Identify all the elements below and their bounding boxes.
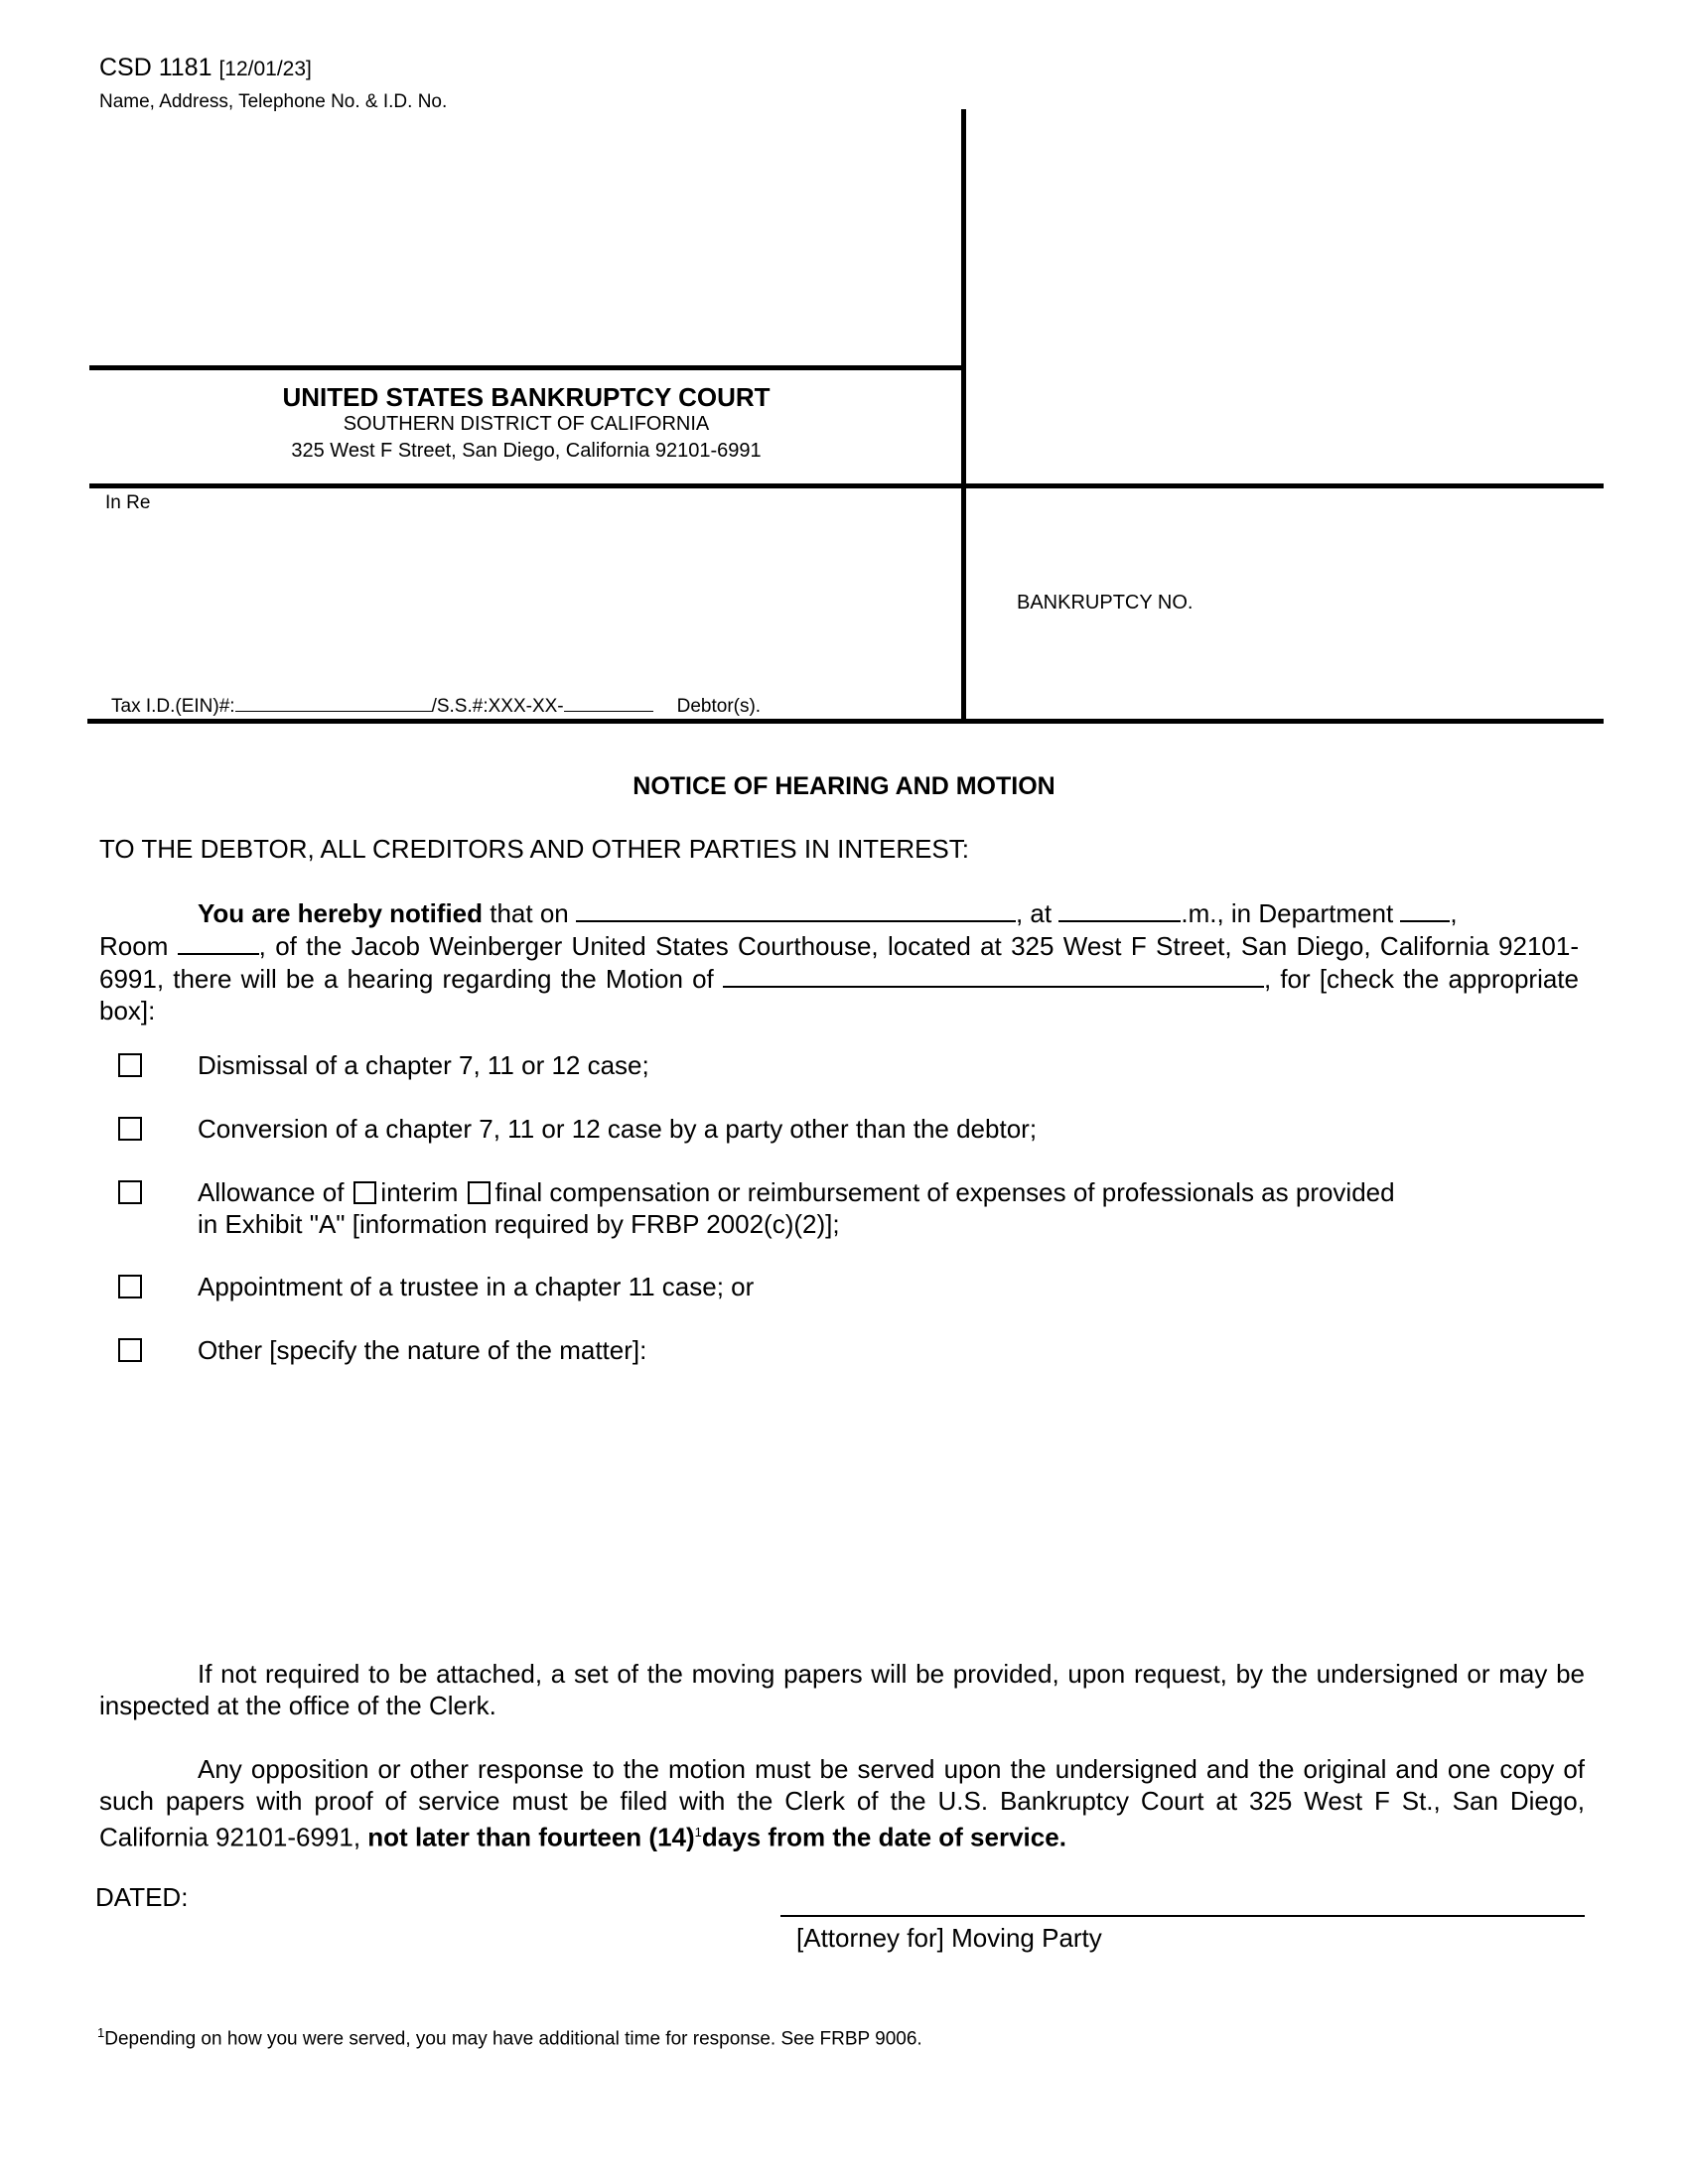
footnote-mark: 1	[97, 2025, 105, 2040]
notice-text-1: that on	[483, 898, 576, 928]
option-allowance	[198, 1176, 1563, 1240]
opposition-deadline: not later than fourteen (14)	[367, 1822, 695, 1852]
notice-paragraph	[99, 896, 1579, 1026]
notice-title: NOTICE OF HEARING AND MOTION	[633, 772, 1055, 800]
dated-label: DATED:	[95, 1882, 189, 1912]
caption-middle-rule	[89, 483, 1604, 488]
ssn-label: /S.S.#:XXX-XX-	[431, 696, 564, 717]
motion-of-blank[interactable]	[723, 962, 1264, 988]
in-re-label: In Re	[105, 492, 151, 513]
court-address: 325 West F Street, San Diego, California 92101-6991	[291, 440, 762, 462]
interim-label: interim	[380, 1177, 459, 1207]
final-checkbox[interactable]	[468, 1181, 491, 1204]
notice-text-3: .m., in Department	[1181, 898, 1401, 928]
option-dismissal: Dismissal of a chapter 7, 11 or 12 case;	[198, 1050, 649, 1080]
moving-papers-paragraph	[99, 1658, 1585, 1721]
other-checkbox[interactable]	[118, 1338, 142, 1362]
option-conversion: Conversion of a chapter 7, 11 or 12 case by a party other than the debtor;	[198, 1114, 1038, 1144]
hearing-time-blank[interactable]	[1058, 896, 1181, 922]
notice-line-1	[99, 896, 1579, 929]
department-blank[interactable]	[1400, 896, 1450, 922]
interim-checkbox[interactable]	[353, 1181, 376, 1204]
court-top-rule	[89, 365, 966, 370]
tax-id-label: Tax I.D.(EIN)#:	[111, 696, 235, 717]
appointment-checkbox[interactable]	[118, 1275, 142, 1298]
tax-id-blank[interactable]	[235, 695, 432, 712]
allowance-checkbox[interactable]	[118, 1180, 142, 1204]
allowance-label: Allowance of	[198, 1177, 345, 1207]
court-name: UNITED STATES BANKRUPTCY COURT	[282, 382, 771, 412]
conversion-checkbox[interactable]	[118, 1117, 142, 1141]
notice-text-2: , at	[1015, 898, 1059, 928]
footnote-text: Depending on how you were served, you may have additional time for response. See FRBP 9006.	[104, 2028, 922, 2050]
ssn-blank[interactable]	[564, 695, 653, 712]
addressee-line: TO THE DEBTOR, ALL CREDITORS AND OTHER PARTIES IN INTEREST:	[99, 834, 970, 864]
form-id	[99, 54, 312, 82]
opposition-paragraph	[99, 1753, 1585, 1853]
opposition-deadline-end: days from the date of service.	[701, 1822, 1066, 1852]
form-date: [12/01/23]	[218, 58, 312, 80]
signature-line[interactable]	[780, 1915, 1585, 1917]
opposition-text: Any opposition or other response to the motion must be served upon the undersigned and the original and one copy of such papers with proof of service must be filed with the Clerk of the U.S. Bankruptcy Court at 325 West F St., San Diego, California 92101-6991,	[99, 1754, 1585, 1852]
footnote-ref: 1	[694, 1825, 702, 1840]
notice-line-rest	[99, 929, 1579, 1026]
final-label: final compensation or reimbursement of expenses of professionals as provided	[494, 1177, 1395, 1207]
hearing-date-blank[interactable]	[576, 896, 1016, 922]
notice-text-6: , of the Jacob Weinberger United States Courthouse, located at 325 West F Street, San Diego, California 92101-6991, there will be a hearing regarding the Motion of	[99, 931, 1580, 994]
moving-papers-text: If not required to be attached, a set of the moving papers will be provided, upon request, by the undersigned or may be inspected at the office of the Clerk.	[99, 1659, 1585, 1720]
notice-bold-lead: You are hereby notified	[198, 898, 484, 928]
caption-bottom-rule	[87, 719, 1604, 724]
notice-text-7: , for [check the appropriate box]:	[99, 964, 1579, 1025]
notice-text-5: Room	[99, 931, 178, 961]
form-code: CSD 1181	[99, 54, 212, 81]
footnote	[97, 2025, 922, 2050]
bankruptcy-no-label: BANKRUPTCY NO.	[1017, 592, 1194, 614]
tax-id-line	[111, 695, 761, 718]
notice-text-4: ,	[1450, 898, 1458, 928]
room-blank[interactable]	[178, 929, 259, 955]
option-other: Other [specify the nature of the matter]:	[198, 1335, 647, 1365]
debtors-label: Debtor(s).	[676, 696, 762, 717]
name-address-label: Name, Address, Telephone No. & I.D. No.	[99, 91, 448, 112]
allowance-line-2: in Exhibit "A" [information required by FRBP 2002(c)(2)];	[198, 1209, 840, 1239]
moving-party-label: [Attorney for] Moving Party	[796, 1923, 1102, 1953]
dismissal-checkbox[interactable]	[118, 1053, 142, 1077]
option-appointment: Appointment of a trustee in a chapter 11 case; or	[198, 1272, 755, 1301]
court-district: SOUTHERN DISTRICT OF CALIFORNIA	[343, 413, 710, 435]
